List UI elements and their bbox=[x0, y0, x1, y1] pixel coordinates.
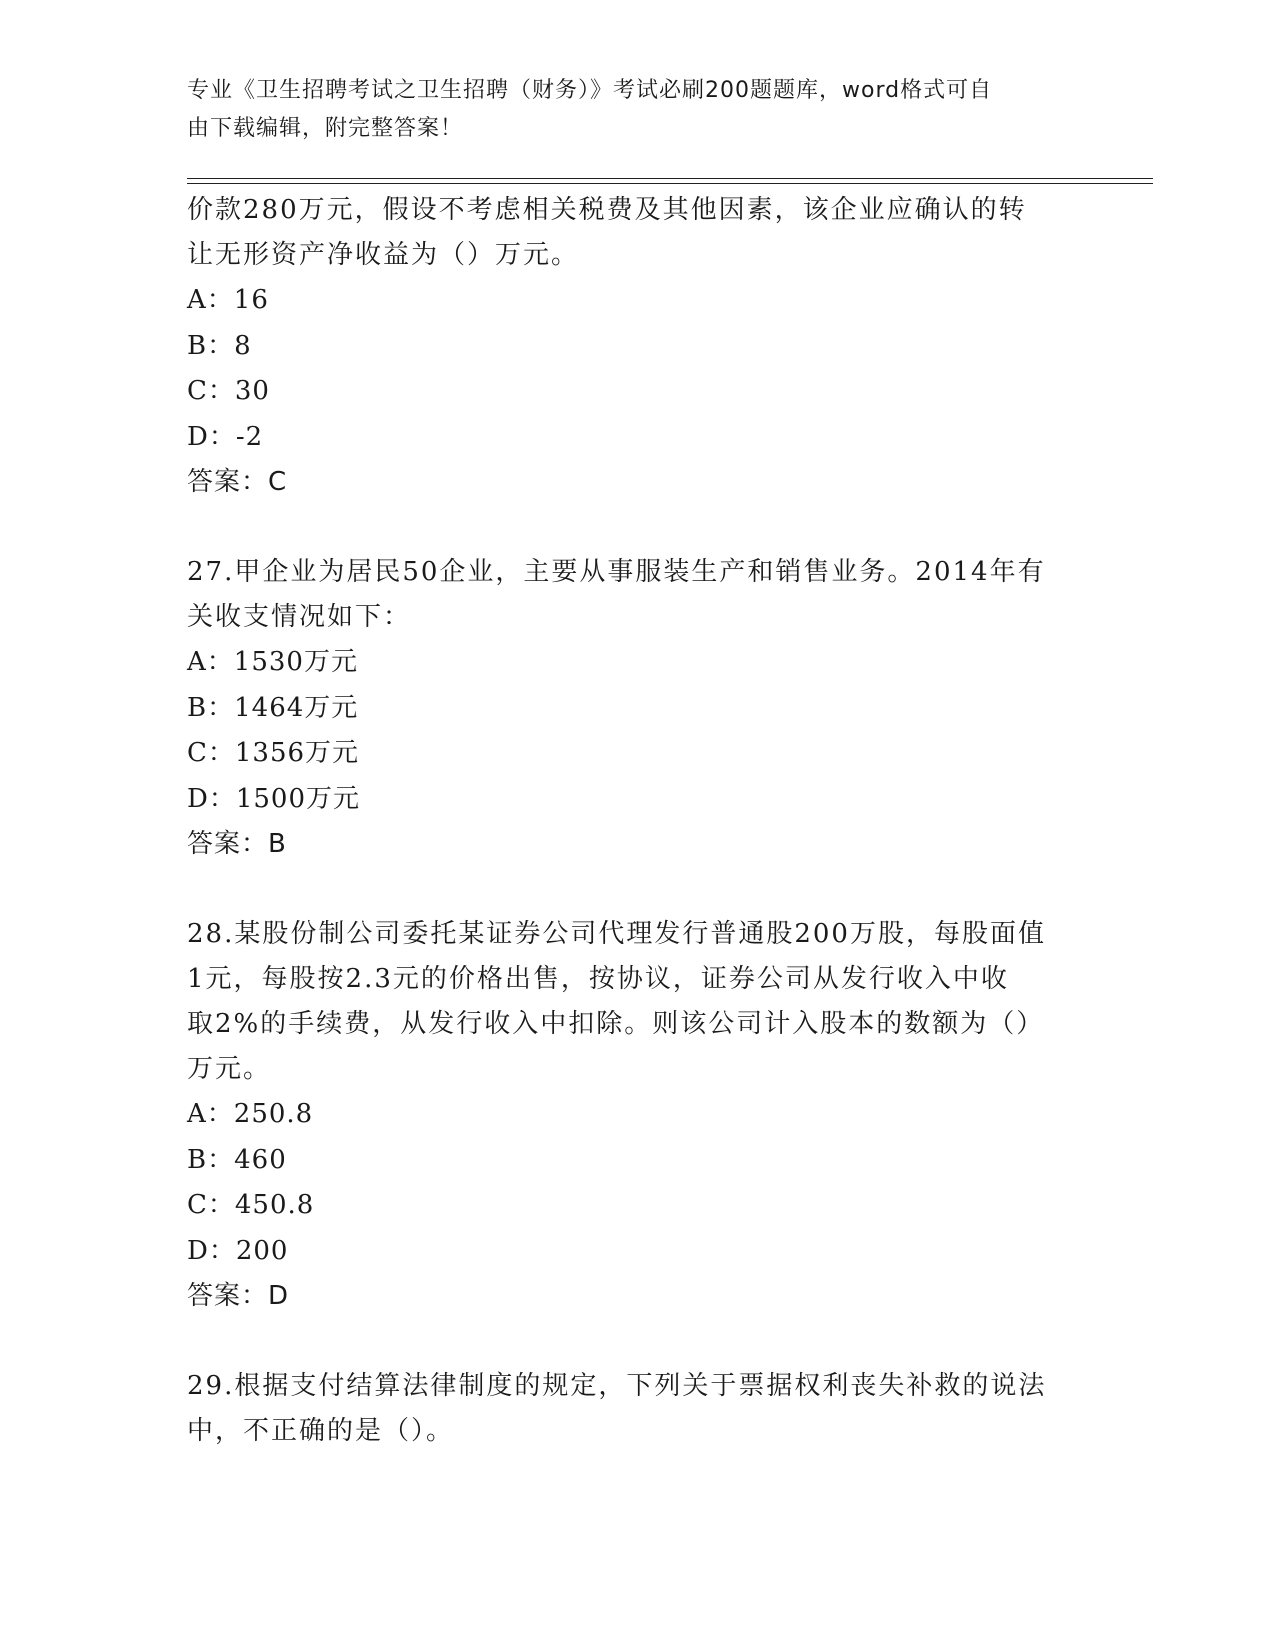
question-text-line: 中，不正确的是（）。 bbox=[187, 1416, 455, 1446]
option-b: B：460 bbox=[187, 1144, 287, 1175]
option-a: A：1530万元 bbox=[187, 647, 358, 677]
header-rule-top bbox=[187, 178, 1153, 179]
option-c: C：30 bbox=[187, 376, 270, 406]
option-a: A：250.8 bbox=[187, 1099, 314, 1129]
header-line-1: 专业《卫生招聘考试之卫生招聘（财务）》考试必刷200题题库，word格式可自 bbox=[187, 78, 993, 103]
option-c: C：450.8 bbox=[187, 1190, 315, 1220]
question-list bbox=[187, 188, 1087, 1454]
option-b: B：1464万元 bbox=[187, 692, 359, 723]
question-text-line: 让无形资产净收益为（）万元。 bbox=[187, 240, 580, 270]
question-29 bbox=[187, 1364, 1087, 1454]
question-text-line: 1元，每股按2.3元的价格出售，按协议，证券公司从发行收入中收 bbox=[187, 964, 1009, 994]
question-text-line: 关收支情况如下： bbox=[187, 602, 412, 632]
option-b: B：8 bbox=[187, 330, 252, 361]
page-header bbox=[187, 72, 1067, 148]
question-text-line: 取2%的手续费，从发行收入中扣除。则该公司计入股本的数额为（） bbox=[187, 1009, 1045, 1039]
option-d: D：-2 bbox=[187, 421, 264, 452]
question-28 bbox=[187, 912, 1087, 1319]
answer-line: 答案：D bbox=[187, 1281, 290, 1311]
answer-line: 答案：C bbox=[187, 467, 288, 497]
question-text-line: 价款280万元，假设不考虑相关税费及其他因素，该企业应确认的转 bbox=[187, 195, 1027, 225]
option-d: D：1500万元 bbox=[187, 783, 361, 814]
answer-line: 答案：B bbox=[187, 829, 287, 859]
question-text-line: 29.根据支付结算法律制度的规定，下列关于票据权利丧失补救的说法 bbox=[187, 1371, 1047, 1401]
header-rule-bottom bbox=[187, 183, 1153, 184]
question-text-line: 27.甲企业为居民50企业，主要从事服装生产和销售业务。2014年有 bbox=[187, 557, 1046, 587]
option-d: D：200 bbox=[187, 1235, 289, 1266]
question-27 bbox=[187, 550, 1087, 867]
option-a: A：16 bbox=[187, 285, 269, 315]
header-line-2: 由下载编辑，附完整答案！ bbox=[187, 116, 464, 141]
option-c: C：1356万元 bbox=[187, 738, 360, 768]
question-26 bbox=[187, 188, 1087, 505]
question-text-line: 28.某股份制公司委托某证券公司代理发行普通股200万股，每股面值 bbox=[187, 919, 1046, 949]
question-text-line: 万元。 bbox=[187, 1054, 272, 1084]
